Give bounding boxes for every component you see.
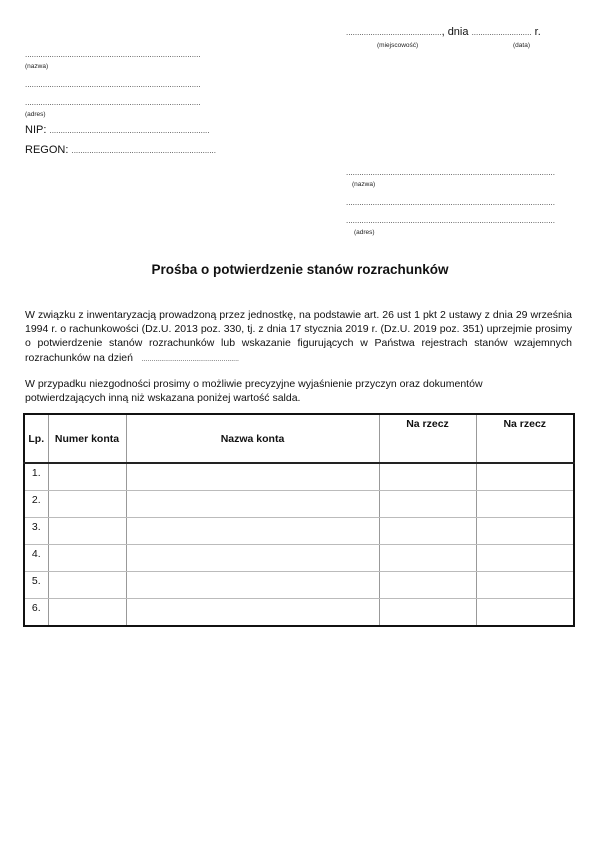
- account-number-cell[interactable]: [48, 491, 126, 518]
- regon-label: REGON:: [25, 144, 69, 156]
- row-lp: 4.: [24, 545, 48, 572]
- sender-address-field-2[interactable]: ...............................................................................: [25, 98, 201, 107]
- recipient-address-field-1[interactable]: ..............................................................................................: [346, 198, 555, 207]
- in-favor-of-1-cell[interactable]: [379, 491, 476, 518]
- in-favor-of-1-cell[interactable]: [379, 518, 476, 545]
- table-row: [24, 572, 574, 599]
- recipient-address-caption: (adres): [354, 229, 375, 236]
- in-favor-of-2-cell[interactable]: [476, 545, 574, 572]
- sender-name-caption: (nazwa): [25, 63, 49, 70]
- recipient-address-field-2[interactable]: ..............................................................................................: [346, 216, 555, 225]
- account-number-cell[interactable]: [48, 599, 126, 627]
- header-in-favor-of-2: Na rzecz: [476, 414, 574, 463]
- sender-address-caption: (adres): [25, 111, 46, 118]
- recipient-name-caption: (nazwa): [352, 181, 376, 188]
- account-name-cell[interactable]: [126, 463, 379, 491]
- row-lp: 3.: [24, 518, 48, 545]
- in-favor-of-2-cell[interactable]: [476, 518, 574, 545]
- in-favor-of-1-cell[interactable]: [379, 545, 476, 572]
- account-name-cell[interactable]: [126, 491, 379, 518]
- nip-field[interactable]: ........................................................................: [49, 126, 210, 135]
- account-name-cell[interactable]: [126, 599, 379, 627]
- account-name-cell[interactable]: [126, 518, 379, 545]
- account-number-cell[interactable]: [48, 518, 126, 545]
- row-lp: 1.: [24, 463, 48, 491]
- in-favor-of-1-cell[interactable]: [379, 572, 476, 599]
- place-date-line: [346, 26, 541, 38]
- in-favor-of-2-cell[interactable]: [476, 491, 574, 518]
- request-paragraph: [25, 308, 572, 367]
- in-favor-of-2-cell[interactable]: [476, 599, 574, 627]
- request-text: W związku z inwentaryzacją prowadzoną przez jednostkę, na podstawie art. 26 ust 1 pkt 2 ustawy z dnia 29 września 1994 r. o rachunkowości (Dz.U. 2013 poz. 330, tj. z dnia 17 stycznia 2019 r. (Dz.U. 2019 poz. 351) uprzejmie prosimy o potwierdzenie stanów rozrachunków lub wskazanie figurujących w Państwa rejestrach stanów wzajemnych rozrachunków na dzień: [25, 309, 572, 364]
- row-lp: 2.: [24, 491, 48, 518]
- in-favor-of-2-cell[interactable]: [476, 572, 574, 599]
- nip-label: NIP:: [25, 124, 47, 136]
- nip-row: [25, 124, 210, 136]
- account-name-cell[interactable]: [126, 572, 379, 599]
- in-favor-of-1-cell[interactable]: [379, 463, 476, 491]
- header-in-favor-of-1: Na rzecz: [379, 414, 476, 463]
- date-separator: , dnia: [441, 26, 469, 38]
- account-number-cell[interactable]: [48, 572, 126, 599]
- sender-address-field-1[interactable]: ...............................................................................: [25, 80, 201, 89]
- header-account-name: Nazwa konta: [126, 414, 379, 463]
- in-favor-of-1-cell[interactable]: [379, 599, 476, 627]
- regon-field[interactable]: .................................................................: [71, 146, 216, 155]
- recipient-name-field[interactable]: ..............................................................................................: [346, 168, 555, 177]
- date-suffix: r.: [534, 26, 541, 38]
- table-row: [24, 463, 574, 491]
- table-row: [24, 545, 574, 572]
- balance-date-field[interactable]: ..................................................: [141, 355, 239, 363]
- table-row: [24, 491, 574, 518]
- account-name-cell[interactable]: [126, 545, 379, 572]
- balances-table: [23, 413, 575, 627]
- place-caption: (miejscowość): [377, 42, 419, 49]
- row-lp: 5.: [24, 572, 48, 599]
- table-header-row: [24, 414, 574, 463]
- table-row: [24, 518, 574, 545]
- regon-row: [25, 144, 216, 156]
- in-favor-of-2-cell[interactable]: [476, 463, 574, 491]
- date-field[interactable]: ...........................: [471, 28, 532, 37]
- account-number-cell[interactable]: [48, 545, 126, 572]
- header-account-number: Numer konta: [48, 414, 126, 463]
- discrepancy-paragraph: W przypadku niezgodności prosimy o możliwie precyzyjne wyjaśnienie przyczyn oraz dokumentów potwierdzających inną niż wskazana poniżej wartość salda.: [25, 378, 483, 405]
- table-row: [24, 599, 574, 627]
- sender-name-field[interactable]: ...............................................................................: [25, 50, 201, 59]
- date-caption: (data): [513, 42, 530, 49]
- place-field[interactable]: ...........................................: [346, 28, 442, 37]
- header-lp: Lp.: [24, 414, 48, 463]
- row-lp: 6.: [24, 599, 48, 627]
- document-title: Prośba o potwierdzenie stanów rozrachunków: [151, 262, 449, 277]
- account-number-cell[interactable]: [48, 463, 126, 491]
